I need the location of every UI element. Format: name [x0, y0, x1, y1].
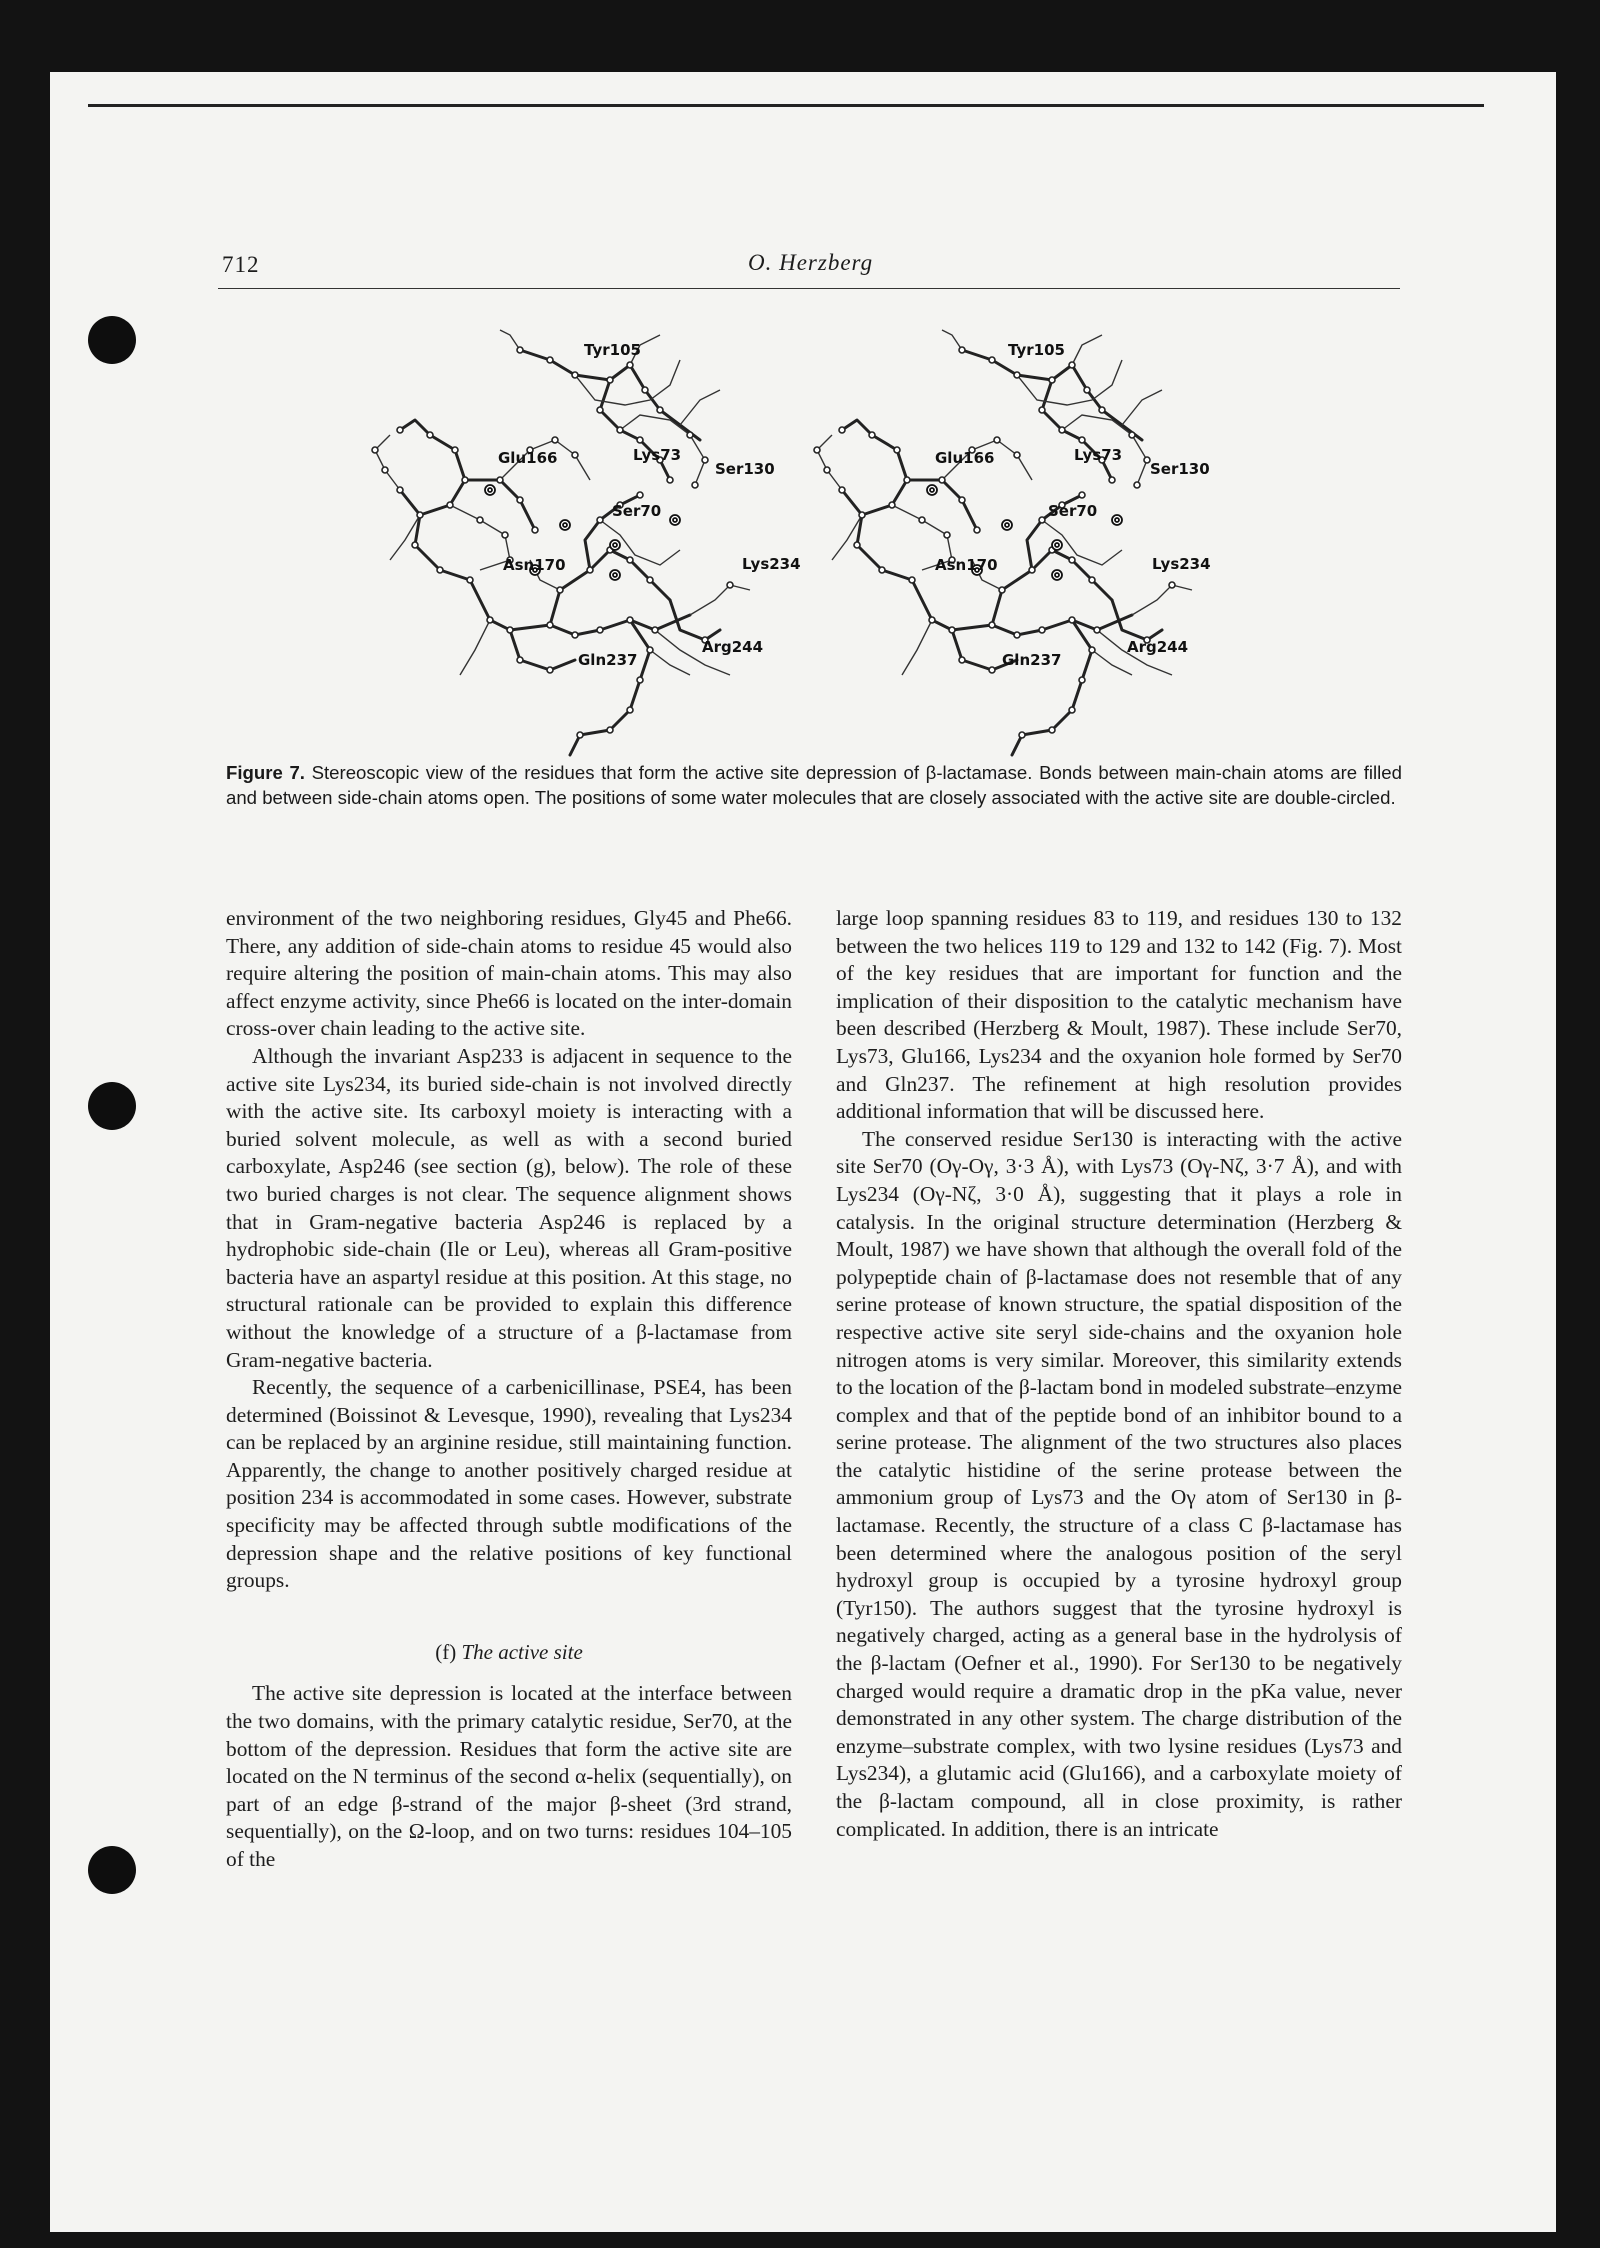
left-paragraph-1: environment of the two neighboring residues, Gly45 and Phe66. There, any addition of side-chain atoms to residue 45 would also require altering the position of main-chain atoms. This may also affect enzyme activity, since Phe66 is located on the inter-domain cross-over chain leading to the active site. — [226, 906, 792, 1041]
label-ser130: Ser130 — [715, 460, 775, 478]
left-paragraph-3: Recently, the sequence of a carbenicillinase, PSE4, has been determined (Boissinot & Levesque, 1990), revealing that Lys234 can be replaced by an arginine residue, still maintaining function. Apparently, the change to another positively charged residue at position 234 is accommodated in some cases. However, substrate specificity may be affected through subtle modifications of the depression shape and the relative positions of key functional groups. — [226, 1375, 792, 1593]
left-column — [226, 905, 792, 1874]
label-gln237: Gln237 — [1002, 651, 1062, 669]
punch-hole-top — [88, 316, 136, 364]
caption-text: Stereoscopic view of the residues that form the active site depression of β-lactamase. Bonds between main-chain atoms are filled and between side-chain atoms open. The positions of some water molecules that are closely associated with the active site are double-circled. — [226, 762, 1402, 808]
molecule-diagram-right — [802, 330, 1222, 760]
right-paragraph-1: large loop spanning residues 83 to 119, and residues 130 to 132 between the two helices 119 to 129 and 132 to 142 (Fig. 7). Most of the key residues that are important for function and the implication of their disposition to the catalytic mechanism have been described (Herzberg & Moult, 1987). These include Ser70, Lys73, Glu166, Lys234 and the oxyanion hole formed by Ser70 and Gln237. The refinement at high resolution provides additional information that will be discussed here. — [836, 906, 1402, 1124]
section-heading — [226, 1639, 792, 1667]
label-gln237: Gln237 — [578, 651, 638, 669]
page-number: 712 — [222, 252, 260, 277]
stereo-view-right — [802, 330, 1222, 760]
label-asn170: Asn170 — [503, 556, 566, 574]
punch-hole-bottom — [88, 1846, 136, 1894]
label-tyr105: Tyr105 — [1008, 341, 1065, 359]
label-arg244: Arg244 — [702, 638, 764, 656]
header-rule — [218, 288, 1400, 289]
top-rule — [88, 104, 1484, 107]
caption-label: Figure 7. — [226, 762, 305, 783]
label-ser70: Ser70 — [1048, 502, 1098, 520]
label-lys73: Lys73 — [1074, 446, 1123, 464]
label-asn170: Asn170 — [935, 556, 998, 574]
right-paragraph-2: The conserved residue Ser130 is interacting with the active site Ser70 (Oγ-Oγ, 3·3 Å), with Lys73 (Oγ-Nζ, 3·7 Å), and with Lys234 (Oγ-Nζ, 3·0 Å), suggesting that it plays a role in catalysis. In the original structure determination (Herzberg & Moult, 1987) we have shown that although the overall fold of the polypeptide chain of β-lactamase does not resemble that of any serine protease of known structure, the spatial disposition of the respective active site seryl side-chains and the oxyanion hole nitrogen atoms is very similar. Moreover, this similarity extends to the location of the β-lactam bond in modeled substrate–enzyme complex and that of the peptide bond of an inhibitor bound to a serine protease. The alignment of the two structures also places the catalytic histidine of the serine protease between the ammonium group of Lys73 and the Oγ atom of Ser130 in β-lactamase. Recently, the structure of a class C β-lactamase has been determined where the analogous position of the seryl hydroxyl group is occupied by a tyrosine hydroxyl group (Tyr150). The authors suggest that the tyrosine hydroxyl is negatively charged, acting as a general base in the hydrolysis of the β-lactam (Oefner et al., 1990). For Ser130 to be negatively charged would require a dramatic drop in the pKa value, never demonstrated in any other system. The charge distribution of the enzyme–substrate complex, with two lysine residues (Lys73 and Lys234), a glutamic acid (Glu166), and a carboxylate moiety of the β-lactam compound, all in close proximity, is rather complicated. In addition, there is an intricate — [836, 1126, 1402, 1841]
running-head: O. Herzberg — [748, 250, 874, 275]
label-ser70: Ser70 — [612, 502, 662, 520]
left-paragraph-2: Although the invariant Asp233 is adjacent in sequence to the active site Lys234, its buried side-chain is not involved directly with the active site. Its carboxyl moiety is interacting with a buried solvent molecule, as well as with a second buried carboxylate, Asp246 (see section (g), below). The role of these two buried charges is not clear. The sequence alignment shows that in Gram-negative bacteria Asp246 is replaced by a hydrophobic side-chain (Ile or Leu), whereas all Gram-positive bacteria have an aspartyl residue at this position. At this stage, no structural rationale can be provided to explain this difference without the knowledge of a structure of a β-lactamase from Gram-negative bacteria. — [226, 1043, 792, 1372]
molecule-diagram-left — [360, 330, 801, 760]
label-lys234: Lys234 — [1152, 555, 1211, 573]
section-number: (f) — [435, 1639, 457, 1664]
figure-caption — [226, 760, 1402, 810]
label-lys234: Lys234 — [742, 555, 801, 573]
section-title: The active site — [461, 1639, 583, 1664]
label-arg244: Arg244 — [1127, 638, 1189, 656]
stereo-view-left — [360, 330, 801, 760]
label-ser130: Ser130 — [1150, 460, 1210, 478]
left-paragraph-4: The active site depression is located at the interface between the two domains, with the primary catalytic residue, Ser70, at the bottom of the depression. Residues that form the active site are located on the N terminus of the second α-helix (sequentially), on part of an edge β-strand of the major β-sheet (3rd strand, sequentially), on the Ω-loop, and on two turns: residues 104–105 of the — [226, 1681, 792, 1871]
label-glu166: Glu166 — [498, 449, 558, 467]
label-glu166: Glu166 — [935, 449, 995, 467]
label-lys73: Lys73 — [633, 446, 682, 464]
label-tyr105: Tyr105 — [584, 341, 641, 359]
punch-hole-middle — [88, 1082, 136, 1130]
right-column — [836, 905, 1402, 1843]
